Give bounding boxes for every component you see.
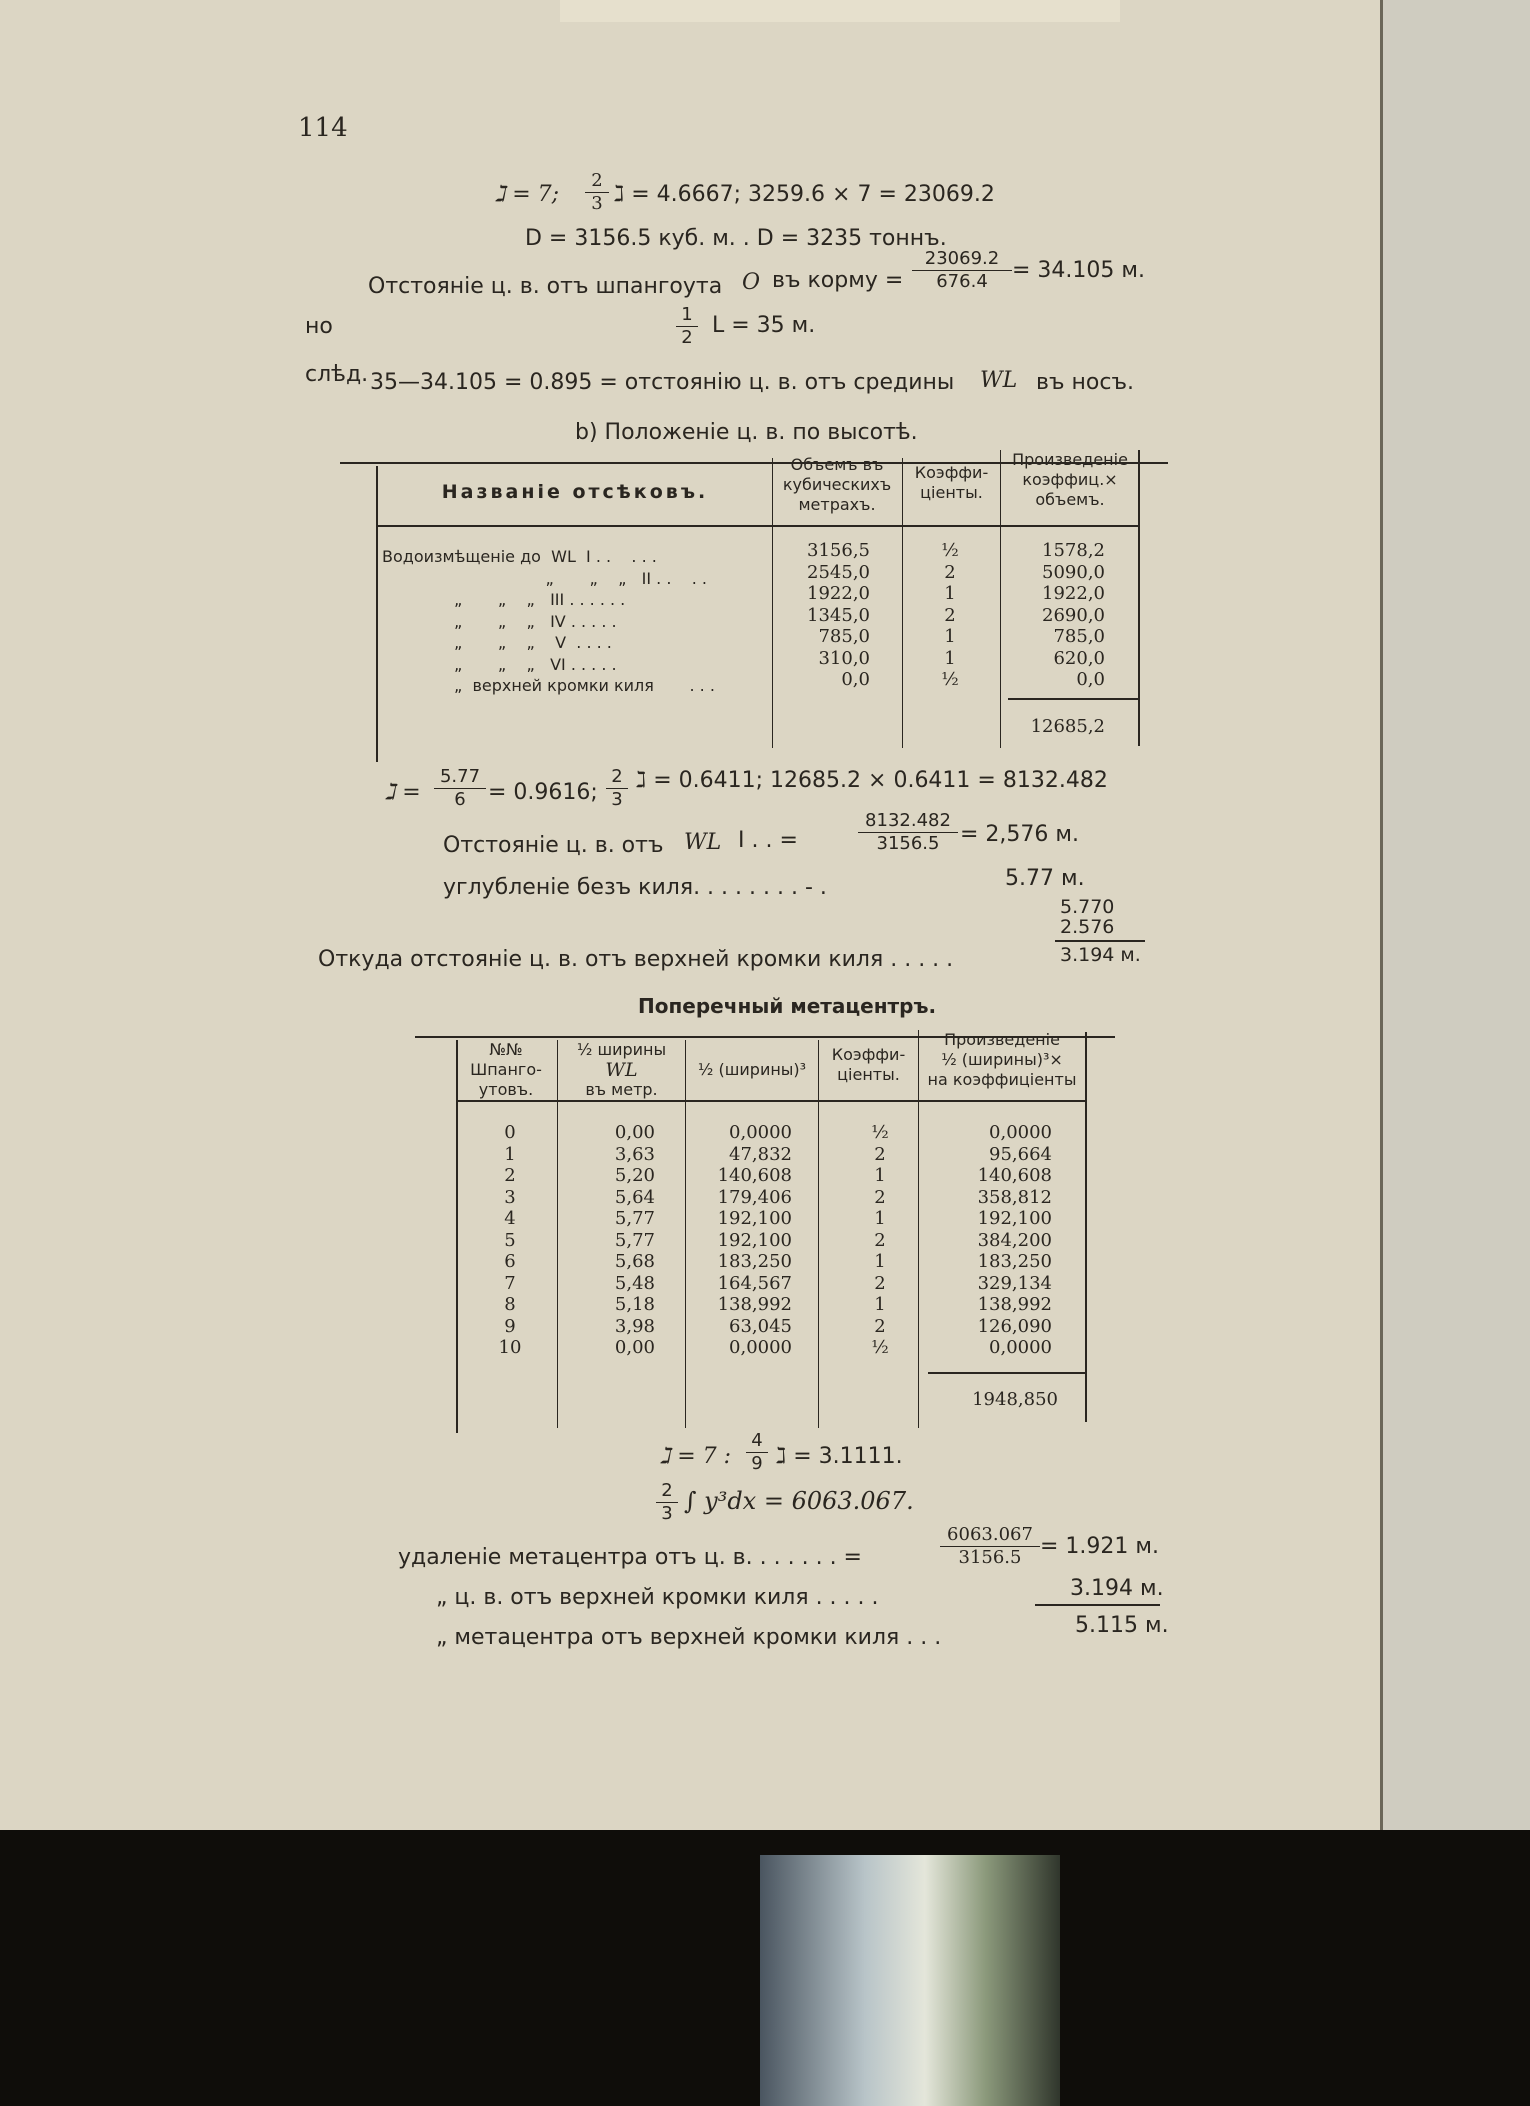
table1-volumes	[780, 540, 870, 691]
mc-halfwidth-cell: 5,68	[614, 1251, 655, 1272]
table1-volume-cell: 0,0	[841, 669, 870, 690]
mc-coef-cell: 1	[874, 1208, 886, 1229]
mc-product-cell: 95,664	[989, 1143, 1052, 1165]
table1-coef-cell: 2	[944, 561, 956, 583]
mc-frame-cell: 3	[504, 1186, 516, 1208]
calc2-b: = 0.9616;	[488, 780, 598, 805]
mc-header-frame: №№ Шпанго- утовъ.	[470, 1040, 542, 1099]
calc3-frac3: $\frac{6063.067}{3156.5}$	[940, 1524, 1040, 1569]
table1-header-product: Произведенiе коэффиц.× объемъ.	[1012, 450, 1128, 509]
mc-cube-cell: 0,0000	[729, 1337, 792, 1358]
calc2-wl: WL	[684, 830, 722, 855]
mc-product-cell: 140,608	[977, 1165, 1052, 1186]
mc-coef-cell: 2	[874, 1186, 886, 1208]
calc3-integral: ∫ y³dx = 6063.067.	[684, 1487, 914, 1515]
table1-volume-cell: 2545,0	[807, 561, 870, 583]
table1-product-cell: 0,0	[1076, 669, 1105, 690]
calc2-depth: углубленiе безъ киля. . . . . . . . - .	[443, 875, 827, 900]
calc3-r1: удаленiе метацентра отъ ц. в. . . . . . . =	[398, 1545, 862, 1570]
center-offset: 35—34.105 = 0.895 = отстоянiю ц. в. отъ средины	[370, 370, 955, 395]
mc-frames	[470, 1122, 550, 1359]
table1-volume-cell: 310,0	[818, 647, 870, 669]
mc-halfwidth-cell: 5,64	[614, 1186, 655, 1208]
calc3-r3-val: 5.115 м.	[1075, 1613, 1169, 1638]
mc-coef-cell: 2	[874, 1272, 886, 1294]
mc-cube-cell: 0,0000	[729, 1122, 792, 1143]
mc-cube-cell: 183,250	[717, 1251, 792, 1272]
table1-coef-cell: 1	[944, 583, 956, 604]
mc-coef-cell: 2	[874, 1315, 886, 1337]
table1-coef-cell: ½	[941, 669, 959, 690]
mc-frame-cell: 10	[498, 1337, 522, 1358]
calc2-depth-val: 5.77 м.	[1005, 866, 1085, 891]
wl-label: WL	[980, 368, 1018, 393]
table1-products	[1010, 540, 1105, 691]
to-bow: въ носъ.	[1036, 370, 1134, 395]
table1-coef-cell: 1	[944, 647, 956, 669]
calc3-l1b: ℷ = 3.1111.	[776, 1444, 903, 1469]
table1-product-cell: 1922,0	[1042, 583, 1105, 604]
table1-volume-cell: 785,0	[818, 626, 870, 647]
mc-product-cell: 329,134	[977, 1272, 1052, 1294]
mc-header-halfwidth: ½ ширины WL въ метр.	[576, 1040, 667, 1099]
distance-result: = 34.105 м.	[1012, 258, 1145, 283]
mc-cubes	[700, 1122, 792, 1359]
mc-frame-cell: 1	[504, 1143, 516, 1165]
table1-product-cell: 5090,0	[1042, 561, 1105, 583]
mc-product-cell: 138,992	[977, 1294, 1052, 1315]
mc-coef-cell: 1	[874, 1251, 886, 1272]
word-no: но	[305, 314, 333, 339]
mc-product-cell: 126,090	[977, 1315, 1052, 1337]
table1-product-cell: 785,0	[1053, 626, 1105, 647]
calc2-frac3: $\frac{8132.482}{3156.5}$	[858, 810, 958, 855]
table1-coef-cell: ½	[941, 540, 959, 561]
table1-product-cell: 2690,0	[1042, 604, 1105, 626]
fraction-half: $\frac{1}{2}$	[676, 304, 698, 349]
mc-product-cell: 0,0000	[989, 1337, 1052, 1358]
mc-coef-cell: 2	[874, 1143, 886, 1165]
calc2-dist-a: Отстоянiе ц. в. отъ	[443, 833, 664, 858]
mc-halfwidth-cell: 5,77	[614, 1229, 655, 1251]
mc-product-cell: 358,812	[977, 1186, 1052, 1208]
distance-label-b: въ корму =	[772, 268, 904, 293]
metacenter-title: Поперечный метацентръ.	[638, 994, 937, 1018]
calc3-frac1: $\frac{4}{9}$	[746, 1430, 768, 1475]
mc-frame-cell: 8	[504, 1294, 516, 1315]
mc-coef-cell: 1	[874, 1165, 886, 1186]
mc-cube-cell: 192,100	[717, 1208, 792, 1229]
calc3-frac2: $\frac{2}{3}$	[656, 1480, 678, 1525]
facing-page-edge	[1380, 0, 1530, 1830]
mc-cube-cell: 63,045	[729, 1315, 792, 1337]
mc-product-cell: 384,200	[977, 1229, 1052, 1251]
table1-volume-cell: 1922,0	[807, 583, 870, 604]
mc-frame-cell: 2	[504, 1165, 516, 1186]
calc3-r2-val: 3.194 м.	[1070, 1576, 1164, 1601]
mc-frame-cell: 5	[504, 1229, 516, 1251]
mc-header-coef: Коэффи- цiенты.	[831, 1045, 906, 1084]
mc-cube-cell: 192,100	[717, 1229, 792, 1251]
mc-product-cell: 183,250	[977, 1251, 1052, 1272]
mc-products	[960, 1122, 1052, 1359]
mc-frame-cell: 4	[504, 1208, 516, 1229]
section-b-title: b) Положенiе ц. в. по высотѣ.	[575, 420, 918, 445]
table1-product-cell: 620,0	[1053, 647, 1105, 669]
formula-1b: ℷ = 4.6667; 3259.6 × 7 = 23069.2	[614, 182, 995, 207]
mc-halfwidth-cell: 5,18	[614, 1294, 655, 1315]
table1-header-volume: Объемъ въ кубическихъ метрахъ.	[782, 455, 892, 514]
calc2-frac1: $\frac{5.77}{6}$	[434, 766, 486, 811]
mc-coefs	[850, 1122, 910, 1359]
mc-cube-cell: 179,406	[717, 1186, 792, 1208]
tape-strip	[560, 0, 1120, 22]
calc3-r1-val: = 1.921 м.	[1040, 1534, 1159, 1559]
table1-coef-cell: 2	[944, 604, 956, 626]
calc2-sum2: 2.576	[1060, 916, 1115, 938]
mc-halfwidth-cell: 5,77	[614, 1208, 655, 1229]
mc-frame-cell: 6	[504, 1251, 516, 1272]
calc2-dist-b: I . . =	[738, 828, 798, 853]
calc2-c: ℷ = 0.6411; 12685.2 × 0.6411 = 8132.482	[636, 768, 1108, 793]
formula-displacement: D = 3156.5 куб. м. . D = 3235 тоннъ.	[525, 226, 947, 251]
mc-product-cell: 0,0000	[989, 1122, 1052, 1143]
mc-coef-cell: 1	[874, 1294, 886, 1315]
mc-halfwidth-cell: 3,63	[614, 1143, 655, 1165]
mc-halfwidth-cell: 5,20	[614, 1165, 655, 1186]
mc-coef-cell: ½	[871, 1337, 889, 1358]
mc-cube-cell: 140,608	[717, 1165, 792, 1186]
calc2-sum1: 5.770	[1060, 896, 1115, 918]
mc-halfwidths	[580, 1122, 655, 1359]
calc3-l1a: ℷ = 7 :	[660, 1444, 732, 1469]
light-glare	[760, 1855, 1060, 2106]
mc-coef-cell: 2	[874, 1229, 886, 1251]
table1-coef-cell: 1	[944, 626, 956, 647]
table1-total: 12685,2	[1030, 716, 1105, 737]
mc-cube-cell: 47,832	[729, 1143, 792, 1165]
half-length: L = 35 м.	[712, 313, 816, 338]
table1-product-cell: 1578,2	[1042, 540, 1105, 561]
table1-header-coef: Коэффи- цiенты.	[914, 463, 989, 502]
calc2-frac2: $\frac{2}{3}$	[606, 766, 628, 811]
table1-volume-cell: 3156,5	[807, 540, 870, 561]
calc2-dist-c: = 2,576 м.	[960, 822, 1079, 847]
table1-volume-cell: 1345,0	[807, 604, 870, 626]
mc-header-cube: ½ (ширины)³	[697, 1060, 807, 1079]
mc-product-cell: 192,100	[977, 1208, 1052, 1229]
mc-halfwidth-cell: 3,98	[614, 1315, 655, 1337]
mc-total: 1948,850	[972, 1389, 1058, 1410]
calc2-a: ℷ =	[385, 780, 421, 805]
mc-frame-cell: 9	[504, 1315, 516, 1337]
mc-frame-cell: 7	[504, 1272, 516, 1294]
distance-label: Отстоянiе ц. в. отъ шпангоута	[368, 274, 723, 299]
calc3-r2: „ ц. в. отъ верхней кромки киля . . . . .	[436, 1585, 879, 1610]
formula-1a: ℷ = 7;	[495, 182, 560, 207]
table1-header-name: Названiе отсѣковъ.	[441, 481, 709, 503]
frame-o: O	[742, 270, 761, 295]
fraction-2-3: $\frac{2}{3}$	[585, 170, 609, 215]
mc-frame-cell: 0	[504, 1122, 516, 1143]
page-number: 114	[298, 113, 348, 143]
table1-coefs	[920, 540, 980, 691]
calc2-whence: Откуда отстоянiе ц. в. отъ верхней кромки киля . . . . .	[318, 947, 954, 972]
mc-cube-cell: 138,992	[717, 1294, 792, 1315]
mc-halfwidth-cell: 0,00	[614, 1337, 655, 1358]
calc3-r3: „ метацентра отъ верхней кромки киля . . .	[436, 1625, 942, 1650]
table1-row-labels: Водоизмѣщенiе до WL I . . . . . „ „ „ II . . . . „ „ „ III . . . . . . „ „ „ IV . . . . . „ „ „ V . . . . „ „ „ VI . . . . . „ верхней кромки киля . . .	[382, 547, 715, 695]
fraction-distance: $\frac{23069.2}{676.4}$	[912, 248, 1012, 293]
calc2-whence-val: 3.194 м.	[1060, 944, 1141, 966]
mc-halfwidth-cell: 5,48	[614, 1272, 655, 1294]
word-sled: слѣд.	[305, 362, 369, 387]
mc-coef-cell: ½	[871, 1122, 889, 1143]
mc-halfwidth-cell: 0,00	[614, 1122, 655, 1143]
mc-header-product: Произведенiе ½ (ширины)³× на коэффицiенты	[927, 1030, 1077, 1089]
mc-cube-cell: 164,567	[717, 1272, 792, 1294]
